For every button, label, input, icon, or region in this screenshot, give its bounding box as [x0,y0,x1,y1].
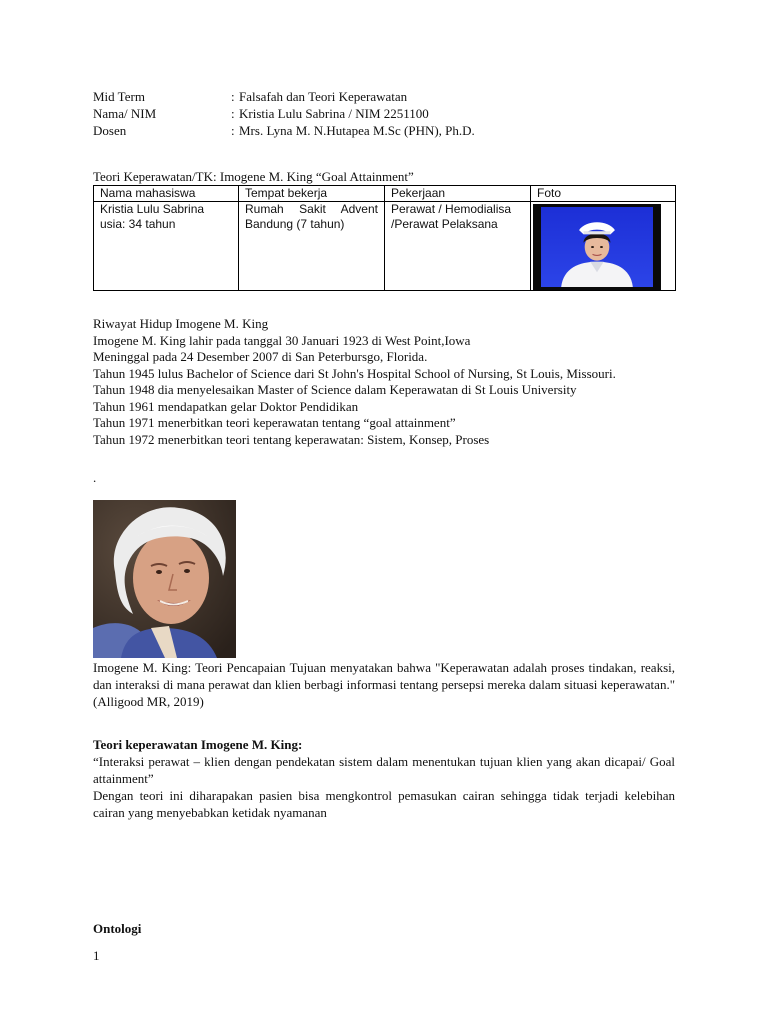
column-header-workplace: Tempat bekerja [239,186,385,202]
header-row-dosen [93,122,475,139]
cell-workplace [239,202,385,291]
imogene-king-photo [93,500,236,658]
cell-line: Kristia Lulu Sabrina [100,202,205,216]
biography-line: Tahun 1945 lulus Bachelor of Science dari St John's Hospital School of Nursing, St Louis, Missouri. [93,365,616,381]
cell-line: Bandung (7 tahun) [245,217,345,231]
header-value: Kristia Lulu Sabrina / NIM 2251100 [239,106,429,121]
cell-photo [531,202,676,291]
student-photo-image [541,207,653,287]
cell-line: /Perawat Pelaksana [391,217,498,231]
biography-title: Riwayat Hidup Imogene M. King [93,316,269,331]
photo-caption: Imogene M. King: Teori Pencapaian Tujuan menyatakan bahwa "Keperawatan adalah proses tindakan, reaksi, dan interaksi di mana perawat dan klien berbagi informasi tentang persepsi mereka dalam situasi keperawatan." (Alligood MR, 2019) [93,660,675,709]
biography-section [93,316,678,448]
cell-student-name [94,202,239,291]
biography-line: Tahun 1961 mendapatkan gelar Doktor Pendidikan [93,398,359,414]
header-value: Mrs. Lyna M. N.Hutapea M.Sc (PHN), Ph.D. [239,123,475,138]
table-title: Teori Keperawatan/TK: Imogene M. King “Goal Attainment” [93,169,414,184]
header-label: Nama/ NIM [93,106,157,121]
theory-body: Dengan teori ini diharapakan pasien bisa mengkontrol pemasukan cairan sehingga tidak terjadi kelebihan cairan yang menyebabkan ketidak nyamanan [93,788,675,820]
page-number: 1 [93,948,100,963]
header-separator: : [231,89,235,104]
biography-line: Imogene M. King lahir pada tanggal 30 Januari 1923 di West Point,Iowa [93,332,471,348]
header-separator: : [231,106,235,121]
student-photo [533,204,661,290]
cell-line: Perawat / Hemodialisa [391,202,512,216]
header-row-nim [93,105,475,122]
nurse-portrait-icon [541,207,653,287]
cell-line: Rumah Sakit Advent [245,202,378,216]
biography-line: Tahun 1971 menerbitkan teori keperawatan tentang “goal attainment” [93,415,456,430]
column-header-name: Nama mahasiswa [94,186,239,202]
column-header-photo: Foto [531,186,676,202]
elderly-woman-portrait-icon [93,500,236,658]
theory-heading: Teori keperawatan Imogene M. King: [93,737,303,752]
ontologi-heading: Ontologi [93,921,142,936]
column-header-job: Pekerjaan [385,186,531,202]
student-info-table [93,185,676,291]
table-row [94,202,676,291]
table-header-row [94,186,676,202]
stray-dot: . [93,470,97,485]
cell-line: usia: 34 tahun [100,217,176,231]
cell-job [385,202,531,291]
header-label: Dosen [93,123,127,138]
header-separator: : [231,123,235,138]
header-value: Falsafah dan Teori Keperawatan [239,89,408,104]
theory-quote: “Interaksi perawat – klien dengan pendekatan sistem dalam menentukan tujuan klien yang akan dicapai/ Goal attainment” [93,754,675,786]
biography-line: Meninggal pada 24 Desember 2007 di San Peterbursgo, Florida. [93,349,428,364]
biography-line: Tahun 1972 menerbitkan teori tentang keperawatan: Sistem, Konsep, Proses [93,431,490,447]
header-row-midterm [93,88,475,105]
biography-line: Tahun 1948 dia menyelesaikan Master of Science dalam Keperawatan di St Louis University [93,382,577,397]
header-block [93,88,475,139]
header-label: Mid Term [93,89,145,104]
